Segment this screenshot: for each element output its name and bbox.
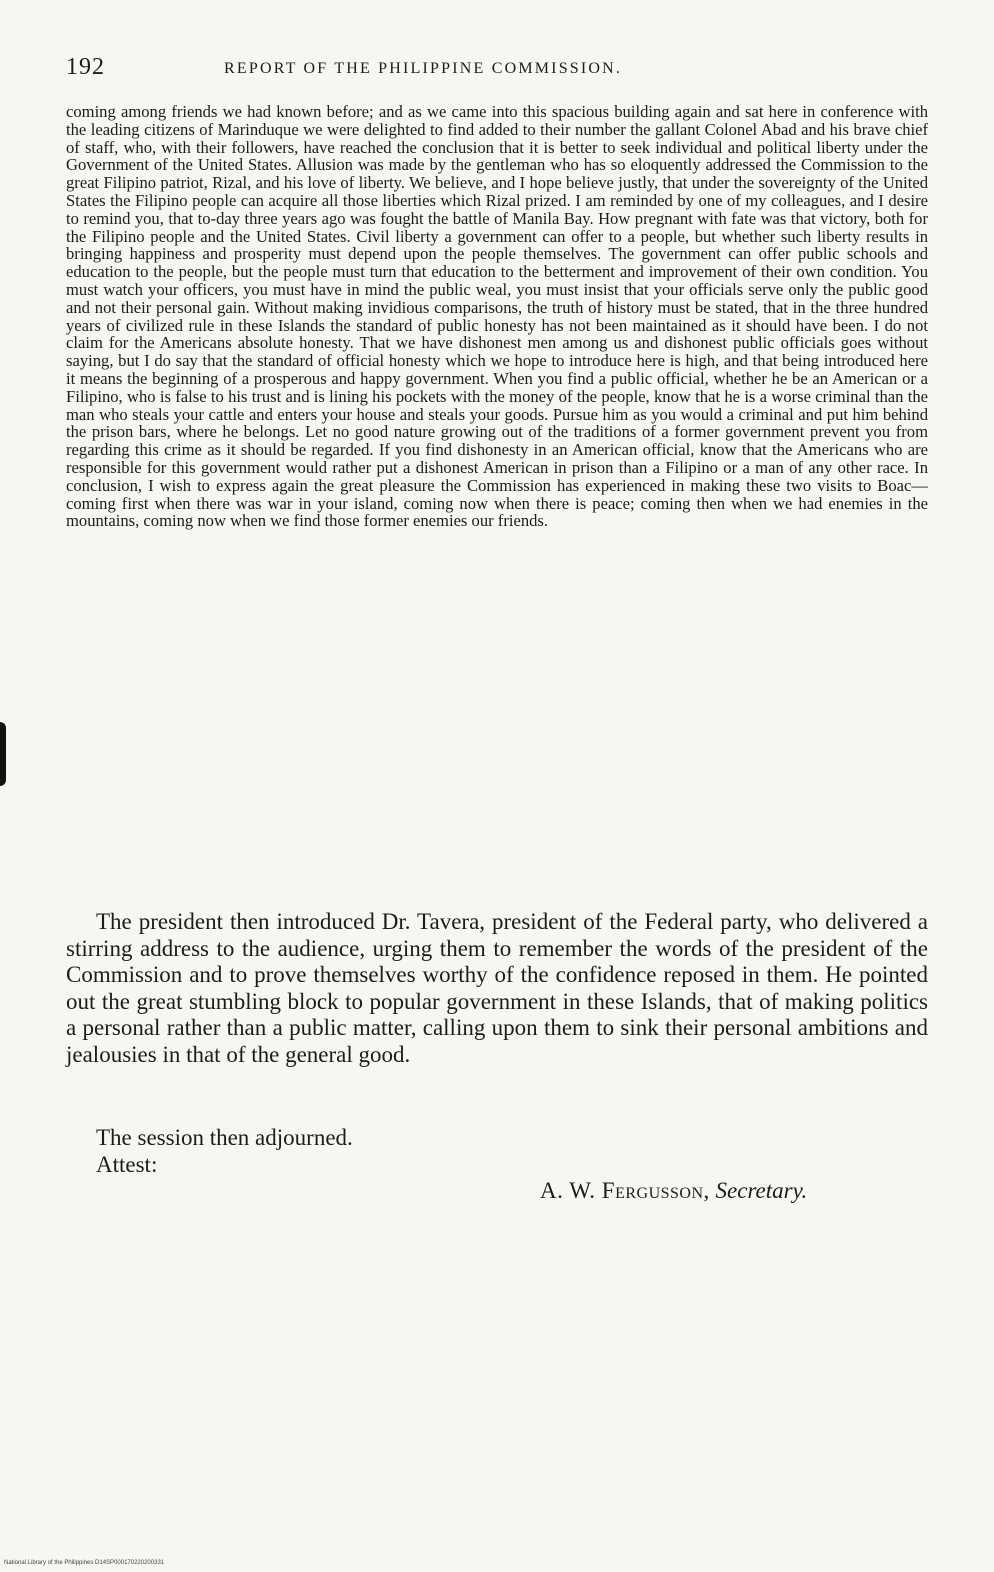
- continuation-paragraph: coming among friends we had known before; and as we came into this spacious building again and sat here in conference with the leading citizens of Marinduque we were delighted to find added to their number the gallant Colonel Abad and his brave chief of staff, who, with their followers, have reached the conclusion that it is better to seek individual and political liberty under the Government of the United States. Allusion was made by the gentleman who has so eloquently addressed the Commission to the great Filipino patriot, Rizal, and his love of liberty. We believe, and I hope believe justly, that under the sovereignty of the United States the Filipino people can acquire all those liberties which Rizal prized. I am reminded by one of my colleagues, and I desire to remind you, that to-day three years ago was fought the battle of Manila Bay. How pregnant with fate was that victory, both for the Filipino people and the United States. Civil liberty a government can offer to a people, but whether such liberty results in bringing happiness and prosperity must depend upon the people themselves. The government can offer public schools and education to the people, but the people must turn that education to the betterment and improvement of their own condition. You must watch your officers, you must have in mind the public weal, you must insist that your officials serve only the public good and not their personal gain. Without making invidious comparisons, the truth of history must be stated, that in the three hundred years of civilized rule in these Islands the standard of public honesty has not been maintained as it should have been. I do not claim for the Americans absolute honesty. That we have dishonest men among us and dishonest public officials goes without saying, but I do say that the standard of official honesty which we hope to introduce here is high, and that being introduced here it means the beginning of a prosperous and happy government. When you find a public official, whether he be an American or a Filipino, who is false to his trust and is lining his pockets with the money of the people, know that he is a worse criminal than the man who steals your cattle and enters your house and steals your goods. Pursue him as you would a criminal and put him behind the prison bars, where he belongs. Let no good nature growing out of the traditions of a former government prevent you from regarding this crime as it should be regarded. If you find dishonesty in an American official, know that the Americans who are responsible for this government would rather put a dishonest American in prison than a Filipino or a man of any other race. In conclusion, I wish to express again the great pleasure the Commission has experienced in making these two visits to Boac—coming first when there was war in your island, coming now when there is peace; coming then when we had enemies in the mountains, coming now when we find those former enemies our friends.: [66, 102, 928, 531]
- adjourned-line: The session then adjourned.: [96, 1125, 353, 1150]
- binding-shadow: [0, 722, 6, 786]
- attest-line: Attest:: [96, 1152, 158, 1177]
- running-head: REPORT OF THE PHILIPPINE COMMISSION.: [224, 60, 623, 77]
- signature-name: A. W. Fergusson,: [540, 1178, 710, 1203]
- page-number: 192: [66, 54, 105, 80]
- president-paragraph: The president then introduced Dr. Tavera, president of the Federal party, who delivered a stirring address to the audience, urging them to remember the words of the president of the Commission and to prove themselves worthy of the confidence reposed in them. He pointed out the great stumbling block to popular government in these Islands, that of making politics a personal rather than a public matter, calling upon them to sink their personal ambitions and jealousies in that of the general good.: [66, 909, 928, 1067]
- signature-block: [540, 1178, 807, 1205]
- page-header: [66, 54, 926, 88]
- scan-footer-note: National Library of the Philippines D14SP000170220200331: [4, 1560, 165, 1566]
- signature-title: Secretary.: [715, 1178, 808, 1203]
